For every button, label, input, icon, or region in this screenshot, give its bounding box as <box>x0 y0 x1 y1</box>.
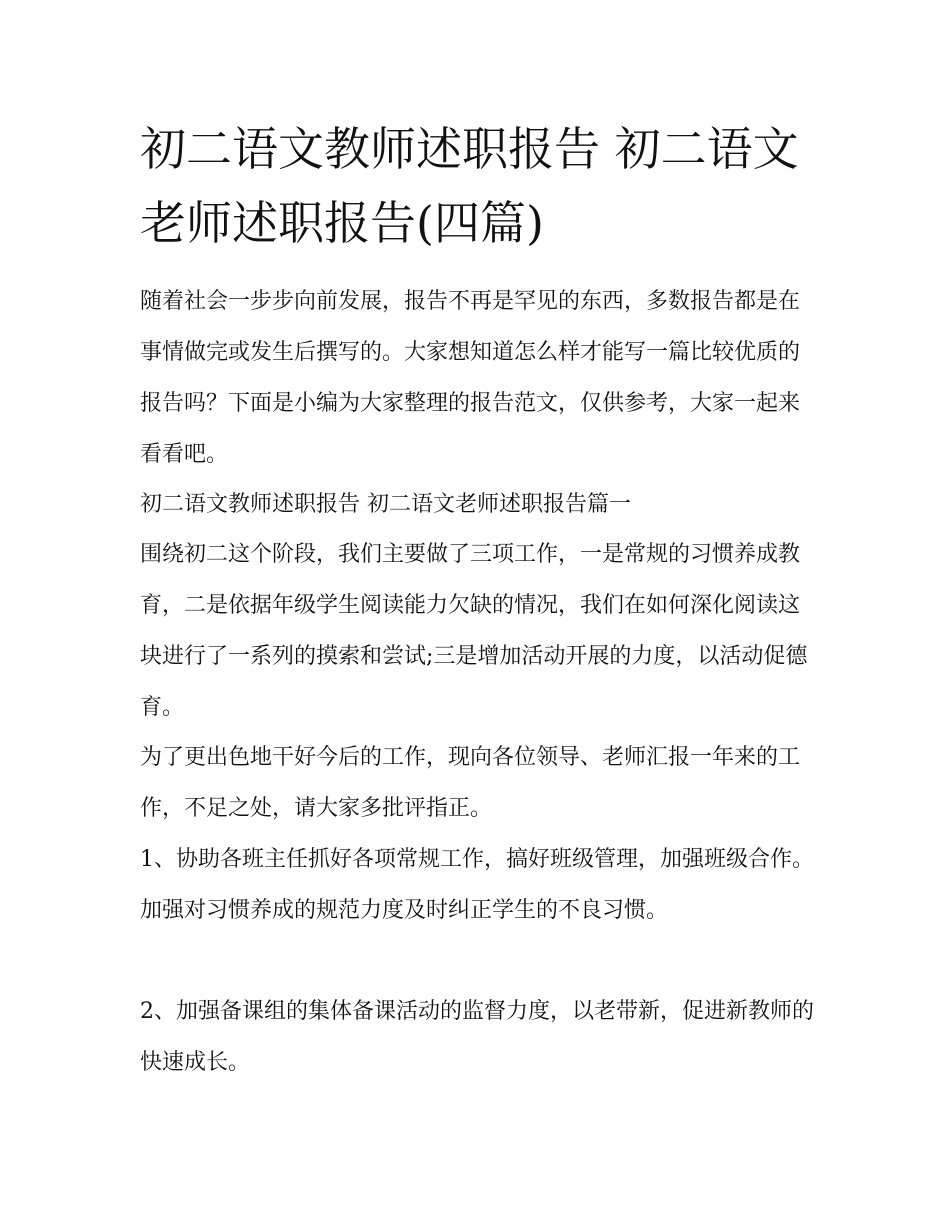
document-title: 初二语文教师述职报告 初二语文老师述职报告(四篇) <box>140 122 799 250</box>
section-heading: 初二语文教师述职报告 初二语文老师述职报告篇一 <box>140 492 631 517</box>
list-item: 2、加强备课组的集体备课活动的监督力度，以老带新，促进新教师的快速成长。 <box>140 999 814 1075</box>
body-paragraph: 围绕初二这个阶段，我们主要做了三项工作，一是常规的习惯养成教育，二是依据年级学生阅读能力欠缺的情况，我们在如何深化阅读这块进行了一系列的摸索和尝试;三是增加活动开展的力度，以活动促德育。 <box>140 542 808 720</box>
list-item: 1、协助各班主任抓好各项常规工作，搞好班级管理，加强班级合作。加强对习惯养成的规范力度及时纠正学生的不良习惯。 <box>140 847 814 923</box>
intro-paragraph: 随着社会一步步向前发展，报告不再是罕见的东西，多数报告都是在事情做完或发生后撰写的。大家想知道怎么样才能写一篇比较优质的报告吗？下面是小编为大家整理的报告范文，仅供参考，大家一起来看看吧。 <box>140 289 801 467</box>
body-paragraph: 为了更出色地干好今后的工作，现向各位领导、老师汇报一年来的工作，不足之处，请大家多批评指正。 <box>140 745 801 821</box>
